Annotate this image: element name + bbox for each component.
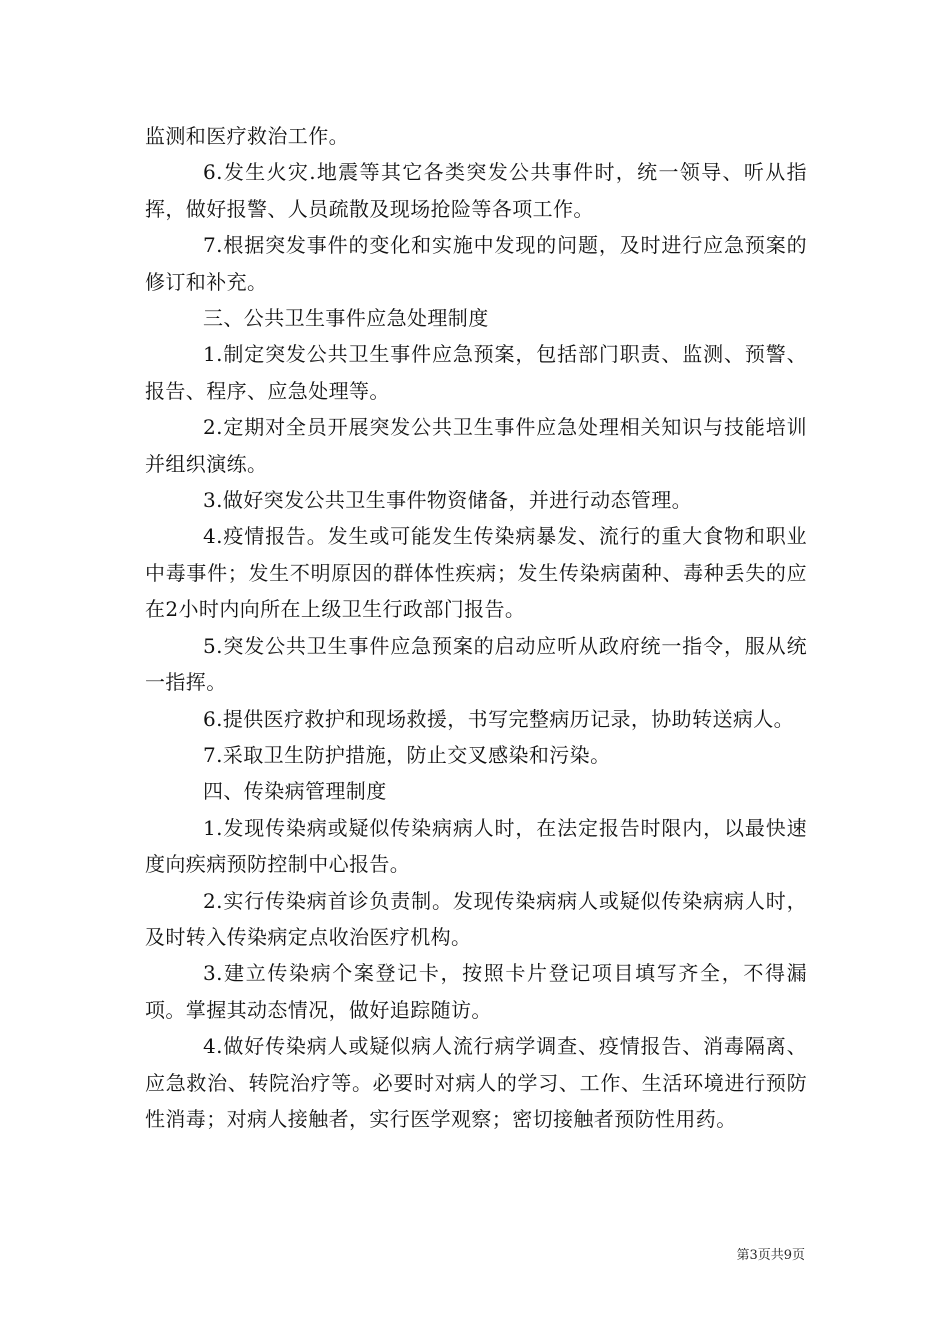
section-heading-3: 三、公共卫生事件应急处理制度 [203,306,489,331]
paragraph-4: 1.制定突发公共卫生事件应急预案，包括部门职责、监测、预警、报告、程序、应急处理等。 [145,342,807,403]
paragraph-5: 2.定期对全员开展突发公共卫生事件应急处理相关知识与技能培训并组织演练。 [145,415,807,476]
paragraph-13: 2.实行传染病首诊负责制。发现传染病病人或疑似传染病病人时，及时转入传染病定点收治医疗机构。 [145,888,807,949]
paragraph-15: 4.做好传染病人或疑似病人流行病学调查、疫情报告、消毒隔离、应急救治、转院治疗等。必要时对病人的学习、工作、生活环境进行预防性消毒；对病人接触者，实行医学观察；密切接触者预防性用药。 [145,1034,807,1131]
paragraph-10: 7.采取卫生防护措施，防止交叉感染和污染。 [203,742,611,767]
paragraph-2: 7.根据突发事件的变化和实施中发现的问题，及时进行应急预案的修订和补充。 [145,233,807,294]
paragraph-0: 监测和医疗救治工作。 [145,124,349,148]
paragraph-1: 6.发生火灾.地震等其它各类突发公共事件时，统一领导、听从指挥，做好报警、人员疏散及现场抢险等各项工作。 [145,160,807,221]
document-body [145,118,807,1137]
paragraph-12: 1.发现传染病或疑似传染病病人时，在法定报告时限内，以最快速度向疾病预防控制中心报告。 [145,815,807,877]
paragraph-9: 6.提供医疗救护和现场救援，书写完整病历记录，协助转送病人。 [203,706,795,731]
paragraph-8: 5.突发公共卫生事件应急预案的启动应听从政府统一指令，服从统一指挥。 [145,633,807,695]
page-number-footer: 第3页共9页 [736,1248,805,1263]
section-heading-11: 四、传染病管理制度 [203,779,387,804]
paragraph-7: 4.疫情报告。发生或可能发生传染病暴发、流行的重大食物和职业中毒事件；发生不明原因的群体性疾病；发生传染病菌种、毒种丢失的应在2小时内向所在上级卫生行政部门报告。 [145,524,807,622]
paragraph-14: 3.建立传染病个案登记卡，按照卡片登记项目填写齐全，不得漏项。掌握其动态情况，做好追踪随访。 [145,961,807,1022]
paragraph-6: 3.做好突发公共卫生事件物资储备，并进行动态管理。 [203,488,693,513]
